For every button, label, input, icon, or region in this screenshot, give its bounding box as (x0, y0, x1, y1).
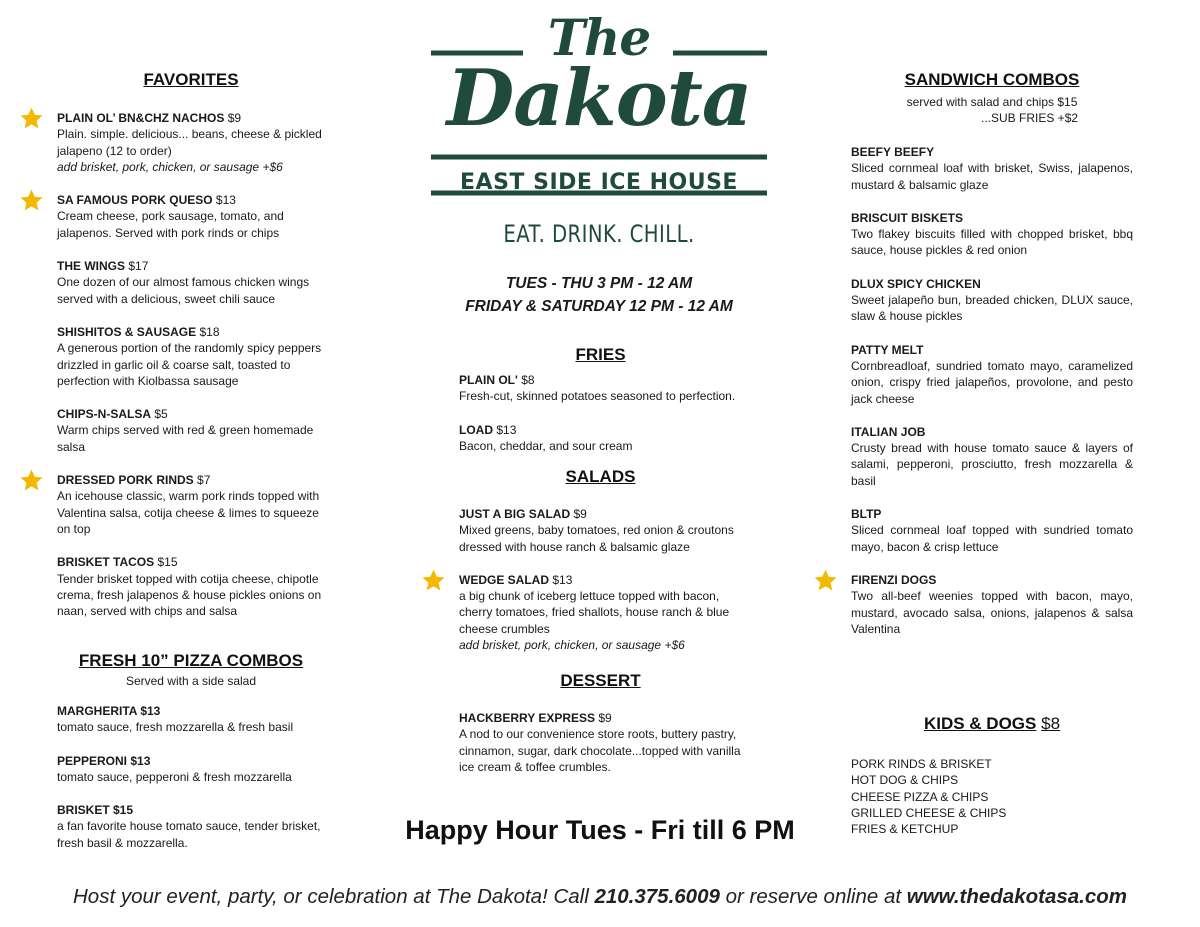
menu-item (851, 210, 1133, 259)
dessert-title: DESSERT (560, 671, 641, 690)
star-icon (19, 468, 44, 493)
item-description: A nod to our convenience store roots, buttery pastry, cinnamon, sugar, dark chocolate...topped with vanilla ice cream & toffee crumbles. (459, 727, 741, 774)
menu-item (851, 424, 1133, 489)
sandwich-list (851, 144, 1133, 637)
dessert-list (459, 710, 742, 775)
footer (0, 885, 1200, 909)
logo-the: The (547, 8, 651, 67)
sandwich-section (851, 70, 1133, 654)
item-description: Crusty bread with house tomato sauce & layers of salami, pepperoni, prosciutto, fresh mozzarella & basil (851, 441, 1133, 488)
opening-hours (428, 272, 770, 318)
salads-list (459, 506, 742, 653)
item-name: BRISKET TACOS (57, 555, 155, 570)
kids-item: HOT DOG & CHIPS (851, 773, 959, 788)
item-name: MARGHERITA $13 (57, 704, 161, 718)
item-name: LOAD (459, 422, 493, 437)
salads-section (459, 467, 742, 670)
kids-title-text: KIDS & DOGS (923, 714, 1037, 733)
item-description: Cornbreadloaf, sundried tomato mayo, caramelized onion, crispy fried jalapeños, provolone, and pesto jack cheese (851, 358, 1133, 406)
item-name: PATTY MELT (851, 342, 924, 357)
item-name: PLAIN OL’ BN&CHZ NACHOS (57, 111, 225, 125)
item-name: SHISHITOS & SAUSAGE (57, 324, 197, 339)
item-name: WEDGE SALAD (459, 572, 549, 587)
item-name: PEPPERONI $13 (57, 753, 151, 768)
item-description: Sliced cornmeal loaf topped with sundried tomato mayo, bacon & crisp lettuce (851, 523, 1133, 554)
item-name: DRESSED PORK RINDS (57, 473, 194, 488)
item-name: THE WINGS (57, 259, 125, 274)
item-price: $5 (154, 407, 168, 422)
pizza-title: FRESH 10” PIZZA COMBOS (78, 651, 304, 670)
item-description: Sliced cornmeal loaf with brisket, Swiss, jalapenos, mustard & balsamic glaze (851, 161, 1133, 192)
menu-item (57, 802, 325, 851)
menu-item (459, 372, 742, 405)
pizza-section (57, 651, 325, 868)
item-description: Cream cheese, pork sausage, tomato, and jalapenos. Served with pork rinds or chips (57, 209, 284, 240)
menu-item (57, 192, 325, 241)
menu-item (851, 144, 1133, 193)
item-price: $9 (598, 711, 612, 725)
menu-item (851, 572, 1133, 637)
kids-title (851, 714, 1133, 734)
item-price: $9 (573, 507, 587, 521)
item-description: Two flakey biscuits filled with chopped brisket, bbq sauce, house pickles & red onion (851, 227, 1133, 258)
logo-dakota: Dakota (446, 53, 752, 144)
item-name: PLAIN OL' (459, 373, 518, 387)
item-description: tomato sauce, fresh mozzarella & fresh basil (57, 720, 294, 735)
item-name: JUST A BIG SALAD (459, 507, 571, 521)
item-name: CHIPS-N-SALSA (57, 407, 152, 422)
item-name: BRISKET $15 (57, 803, 134, 818)
item-name: FIRENZI DOGS (851, 572, 937, 587)
favorites-list (57, 110, 325, 619)
menu-item (57, 703, 325, 736)
left-column (57, 70, 325, 636)
item-name: ITALIAN JOB (851, 424, 926, 439)
sandwich-sub-1: served with salad and chips $15 (906, 95, 1078, 109)
item-price: $8 (521, 373, 535, 387)
item-name: HACKBERRY EXPRESS (459, 711, 596, 725)
item-description: Mixed greens, baby tomatoes, red onion & croutons dressed with house ranch & balsamic glaze (459, 523, 734, 554)
item-name: SA FAMOUS PORK QUESO (57, 193, 213, 208)
kids-item: GRILLED CHEESE & CHIPS (851, 805, 1007, 820)
item-description: Tender brisket topped with cotija cheese, chipotle crema, fresh jalapenos & house pickles onions on naan, served with chips and salsa (57, 571, 322, 619)
kids-price: $8 (1041, 714, 1061, 733)
item-addon: add brisket, pork, chicken, or sausage +$6 (459, 638, 685, 653)
tagline: EAT. DRINK. CHILL. (503, 220, 695, 248)
favorites-title: FAVORITES (143, 70, 239, 89)
hours-line-2: FRIDAY & SATURDAY 12 PM - 12 AM (465, 298, 733, 315)
item-description: a big chunk of iceberg lettuce topped with bacon, cherry tomatoes, fried shallots, house ranch & blue cheese crumbles (459, 589, 730, 636)
kids-item: CHEESE PIZZA & CHIPS (851, 789, 989, 804)
star-icon (19, 106, 44, 131)
item-price: $13 (215, 193, 236, 208)
item-description: Bacon, cheddar, and sour cream (459, 438, 633, 453)
hours-line-1: TUES - THU 3 PM - 12 AM (505, 275, 693, 292)
sandwich-sub-2: ...SUB FRIES +$2 (981, 111, 1079, 125)
footer-mid: or reserve online at (719, 885, 907, 908)
menu-item (57, 110, 325, 175)
star-icon (421, 568, 446, 593)
menu-item (57, 324, 325, 389)
item-description: a fan favorite house tomato sauce, tender brisket, fresh basil & mozzarella. (57, 819, 321, 850)
item-description: One dozen of our almost famous chicken wings served with a delicious, sweet chili sauce (57, 275, 310, 306)
kids-item: PORK RINDS & BRISKET (851, 757, 992, 771)
fries-list (459, 372, 742, 454)
item-price: $18 (199, 324, 220, 339)
menu-item (459, 710, 742, 775)
item-price: $13 (496, 422, 517, 437)
menu-item (851, 276, 1133, 325)
kids-list (851, 756, 1133, 837)
menu-item (57, 753, 325, 786)
item-description: tomato sauce, pepperoni & fresh mozzarella (57, 769, 292, 784)
happy-hour: Happy Hour Tues - Fri till 6 PM (405, 815, 795, 845)
menu-item (851, 342, 1133, 407)
item-description: An icehouse classic, warm pork rinds topped with Valentina salsa, cotija cheese & limes to squeeze on top (57, 489, 320, 536)
item-price: $15 (157, 555, 178, 570)
star-icon (813, 568, 838, 593)
item-name: BRISCUIT BISKETS (851, 210, 964, 225)
dakota-logo (428, 10, 770, 200)
item-description: A generous portion of the randomly spicy peppers drizzled in garlic oil & coarse salt, toasted to perfection with Kiolbassa sausage (57, 341, 322, 388)
item-name: BLTP (851, 507, 882, 522)
menu-item (57, 258, 325, 307)
fries-section (459, 345, 742, 471)
item-price: $7 (197, 473, 211, 488)
menu-item (851, 506, 1133, 555)
item-description: Sweet jalapeño bun, breaded chicken, DLUX sauce, slaw & house pickles (851, 293, 1133, 324)
item-addon: add brisket, pork, chicken, or sausage +$6 (57, 159, 283, 174)
fries-title: FRIES (575, 345, 626, 364)
sandwich-title: SANDWICH COMBOS (904, 70, 1080, 89)
phone-number[interactable]: 210.375.6009 (594, 885, 720, 908)
item-price: $17 (128, 259, 149, 274)
kids-section (851, 714, 1133, 837)
pizza-list (57, 703, 325, 851)
menu-item (57, 406, 325, 455)
item-price: $9 (227, 111, 242, 125)
item-description: Warm chips served with red & green homemade salsa (57, 423, 314, 454)
item-description: Plain. simple. delicious... beans, cheese & pickled jalapeno (12 to order) (57, 127, 322, 158)
item-name: DLUX SPICY CHICKEN (851, 276, 981, 291)
menu-item (57, 554, 325, 619)
menu-item (459, 506, 742, 555)
item-price: $13 (552, 572, 573, 587)
dessert-section (459, 671, 742, 792)
item-description: Fresh-cut, skinned potatoes seasoned to perfection. (459, 389, 736, 404)
logo-subtitle: EAST SIDE ICE HOUSE (460, 170, 738, 195)
item-name: BEEFY BEEFY (851, 145, 935, 159)
pizza-subtitle: Served with a side salad (125, 674, 257, 688)
menu-item (459, 422, 742, 455)
website-link[interactable]: www.thedakotasa.com (906, 885, 1127, 908)
footer-pre: Host your event, party, or celebration at The Dakota! Call (72, 885, 595, 908)
salads-title: SALADS (565, 467, 636, 486)
menu-item (459, 572, 742, 653)
menu-item (57, 472, 325, 537)
item-description: Two all-beef weenies topped with bacon, mayo, mustard, avocado salsa, onions, jalapenos & salsa Valentina (851, 589, 1133, 636)
star-icon (19, 188, 44, 213)
kids-item: FRIES & KETCHUP (851, 822, 959, 837)
